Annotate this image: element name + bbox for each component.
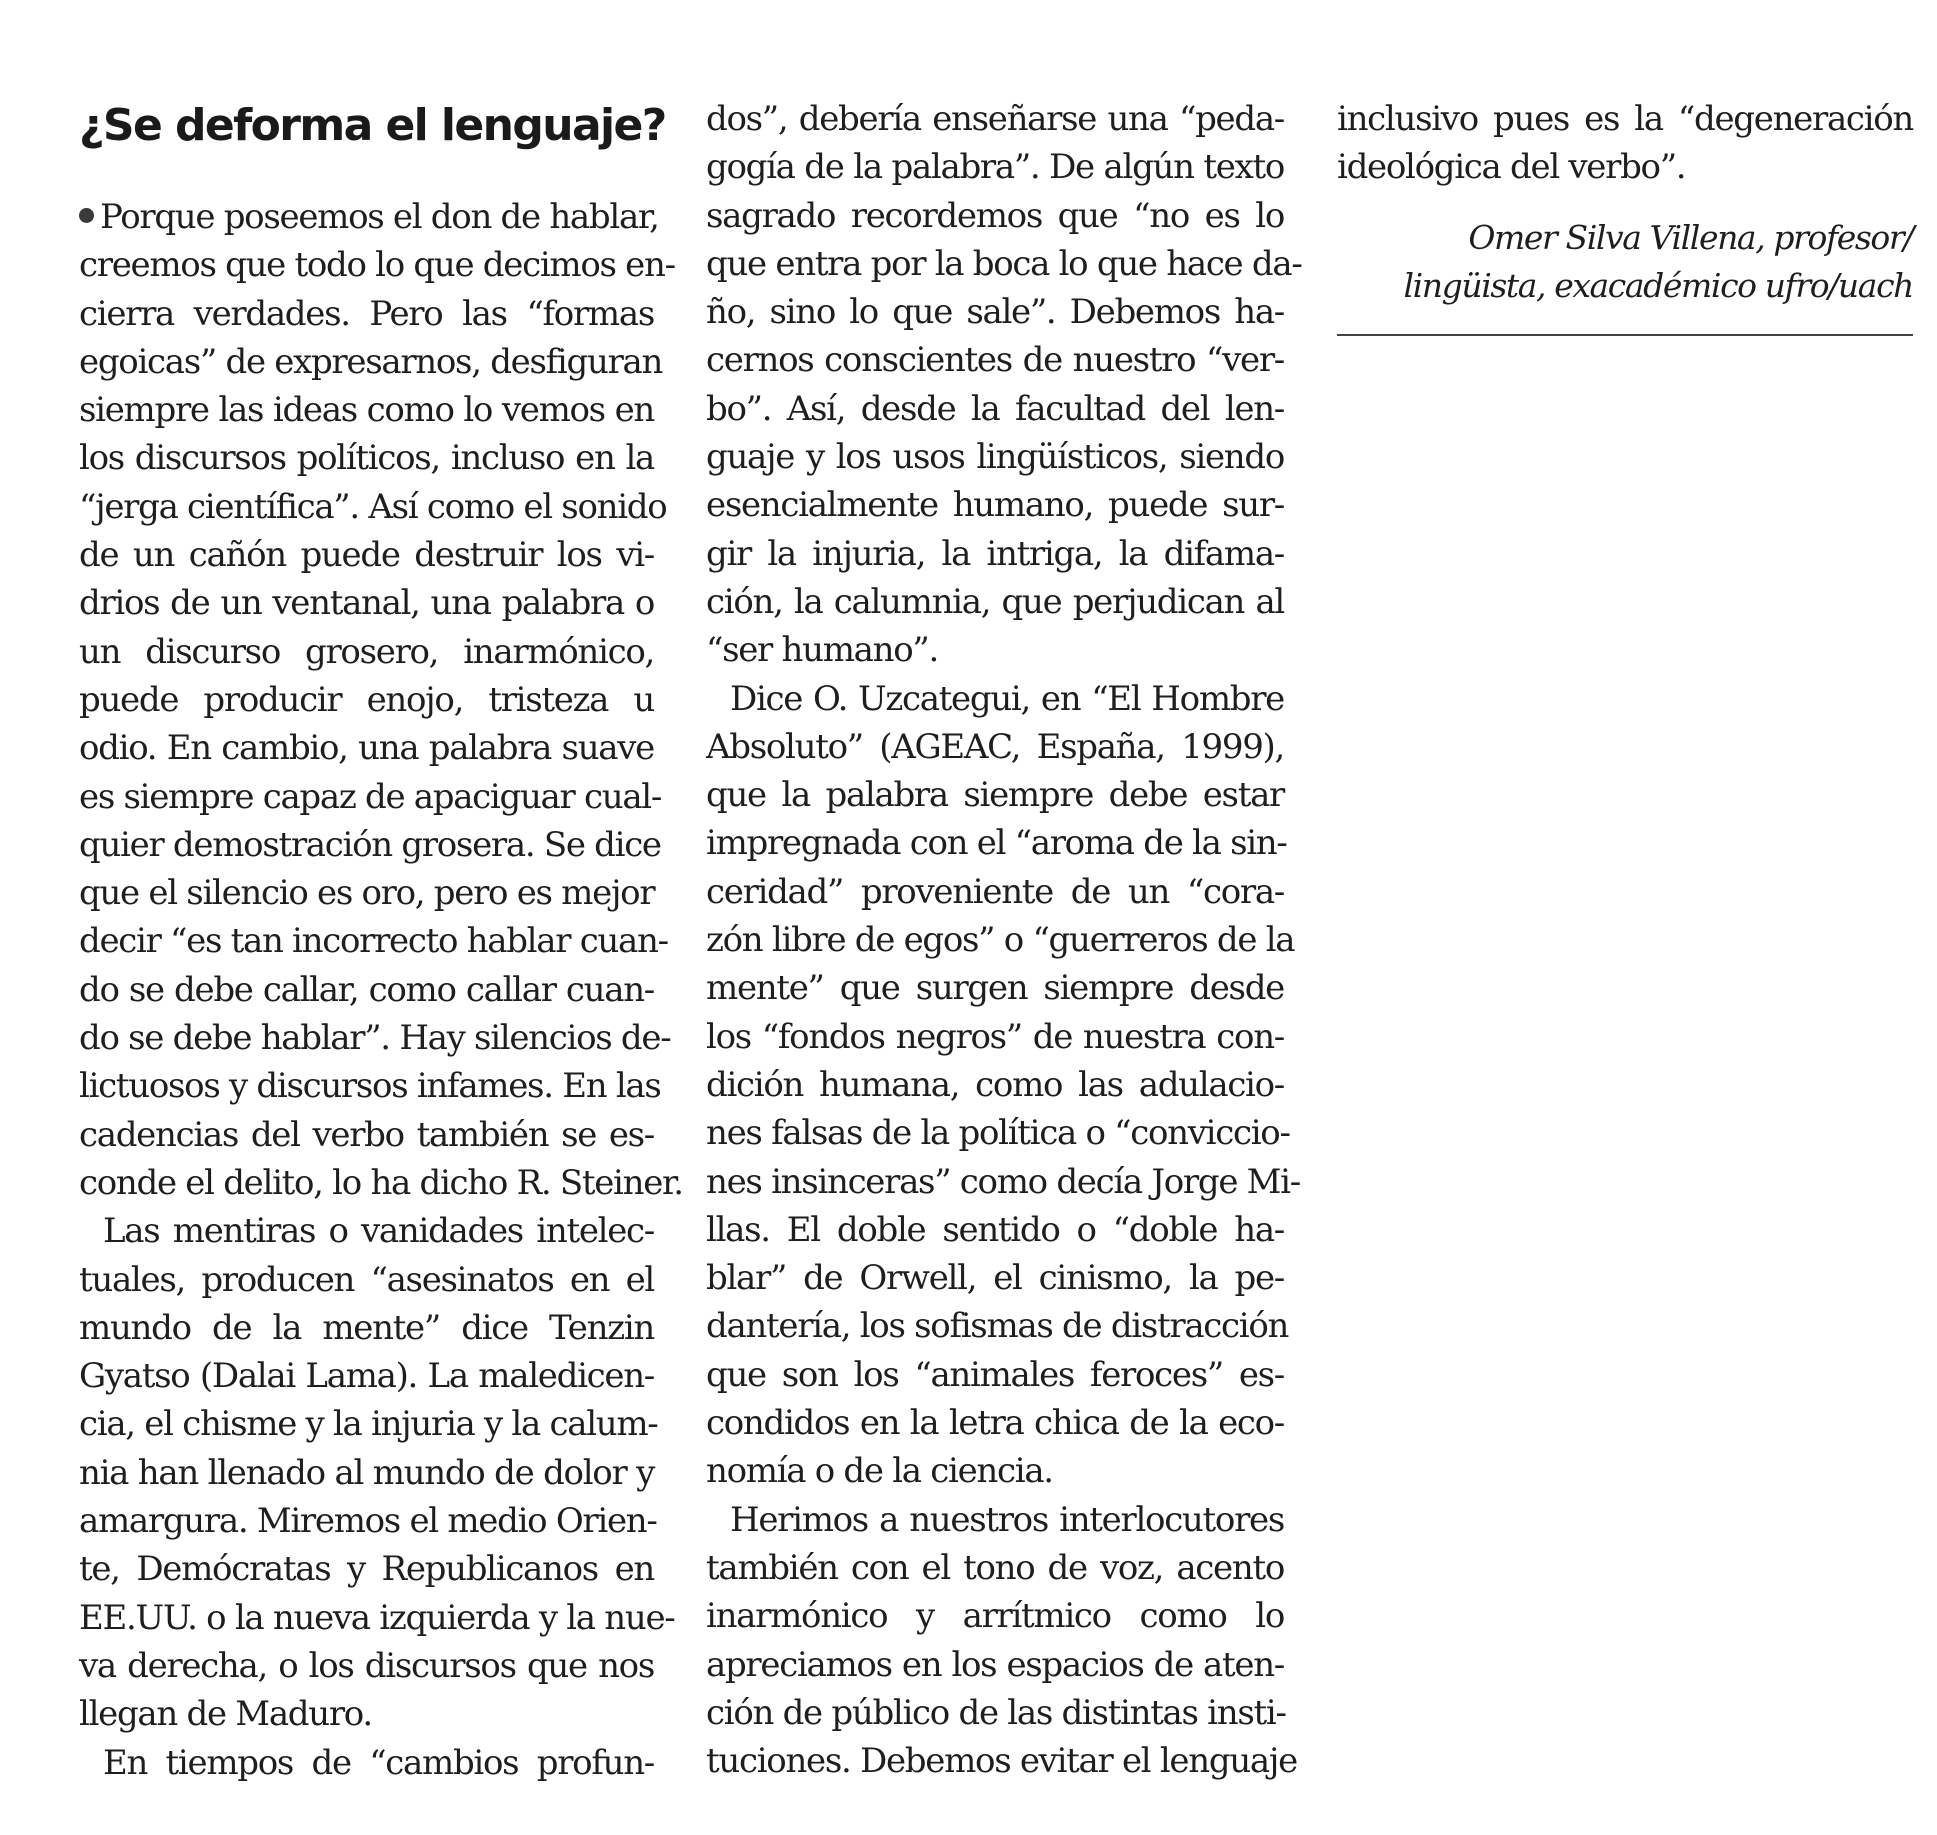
column-2-text (706, 95, 1302, 1785)
text-line: dantería, los sofismas de distracción (706, 1306, 1289, 1347)
text-line: guaje y los usos lingüísticos, siendo (706, 437, 1284, 478)
text-line: dos”, debería enseñarse una “peda- (706, 99, 1284, 139)
text-line: inclusivo pues es la “degeneración (1337, 99, 1913, 139)
column-3-text (1337, 95, 1913, 192)
text-line: llegan de Maduro. (79, 1694, 372, 1735)
text-line: los discursos políticos, incluso en la (79, 438, 654, 479)
text-line: impregnada con el “aroma de la sin- (706, 823, 1287, 864)
signature-line: lingüista, exacadémico ufro/uach (1403, 265, 1913, 305)
text-line: de un cañón puede destruir los vi- (79, 535, 654, 576)
text-line: drios de un ventanal, una palabra o (79, 583, 654, 624)
text-line: puede producir enojo, tristeza u (79, 679, 654, 720)
text-line: blar” de Orwell, el cinismo, la pe- (706, 1258, 1284, 1299)
text-line: Gyatso (Dalai Lama). La maledicen- (79, 1356, 654, 1397)
text-line: cierra verdades. Pero las “formas (79, 293, 654, 334)
text-line: amargura. Miremos el medio Orien- (79, 1501, 657, 1542)
article-column-2 (706, 95, 1302, 1785)
text-line: los “fondos negros” de nuestra con- (706, 1016, 1284, 1057)
text-line: sagrado recordemos que “no es lo (706, 195, 1284, 236)
text-line: nia han llenado al mundo de dolor y (79, 1452, 654, 1493)
headline: ¿Se deforma el lenguaje? (79, 100, 666, 151)
text-line: Herimos a nuestros interlocutores (730, 1499, 1284, 1540)
text-line: lictuosos y discursos infames. En las (79, 1066, 661, 1107)
text-line: decir “es tan incorrecto hablar cuan- (79, 921, 668, 962)
bullet-icon (79, 208, 94, 223)
text-line: que el silencio es oro, pero es mejor (79, 873, 655, 914)
divider (1337, 334, 1913, 336)
text-line: egoicas” de expresarnos, desfiguran (79, 341, 663, 382)
author-signature (1337, 214, 1913, 310)
text-line: bo”. Así, desde la facultad del len- (706, 388, 1284, 429)
text-line: EE.UU. o la nueva izquierda y la nue- (79, 1597, 675, 1638)
text-line: un discurso grosero, inarmónico, (79, 631, 654, 672)
text-line: do se debe hablar”. Hay silencios de- (79, 1018, 671, 1059)
text-line: nes insinceras” como decía Jorge Mi- (706, 1161, 1300, 1202)
text-line: ceridad” proveniente de un “cora- (706, 871, 1284, 912)
text-line: cadencias del verbo también se es- (79, 1114, 654, 1155)
text-line: es siempre capaz de apaciguar cual- (79, 776, 662, 817)
text-line: siempre las ideas como lo vemos en (79, 390, 654, 431)
text-line: nomía o de la ciencia. (706, 1451, 1053, 1492)
text-line: quier demostración grosera. Se dice (79, 824, 661, 865)
text-line: ño, sino lo que sale”. Debemos ha- (706, 292, 1284, 333)
text-line: mente” que surgen siempre desde (706, 968, 1284, 1009)
text-line: “ser humano”. (706, 630, 938, 671)
article-column-1 (79, 95, 683, 1787)
text-line: conde el delito, lo ha dicho R. Steiner. (79, 1162, 683, 1203)
text-line: nes falsas de la política o “conviccio- (706, 1113, 1290, 1154)
text-line: gir la injuria, la intriga, la difama- (706, 533, 1284, 574)
text-line: zón libre de egos” o “guerreros de la (706, 920, 1295, 961)
text-line: Las mentiras o vanidades intelec- (103, 1211, 654, 1252)
text-line: dición humana, como las adulacio- (706, 1064, 1284, 1105)
text-line: En tiempos de “cambios profun- (103, 1742, 654, 1783)
text-line: tuciones. Debemos evitar el lenguaje (706, 1741, 1297, 1782)
signature-line: Omer Silva Villena, profesor/ (1468, 217, 1913, 257)
text-line: mundo de la mente” dice Tenzin (79, 1307, 654, 1348)
text-line: que la palabra siempre debe estar (706, 775, 1284, 816)
text-line: cernos conscientes de nuestro “ver- (706, 340, 1284, 381)
text-line: esencialmente humano, puede sur- (706, 485, 1284, 526)
text-line: do se debe callar, como callar cuan- (79, 969, 654, 1010)
text-line: también con el tono de voz, acento (706, 1547, 1284, 1588)
text-line: odio. En cambio, una palabra suave (79, 728, 654, 769)
column-1-text (79, 193, 683, 1787)
text-line: condidos en la letra chica de la eco- (706, 1403, 1284, 1444)
text-line: apreciamos en los espacios de aten- (706, 1644, 1284, 1685)
text-line: cia, el chisme y la injuria y la calum- (79, 1404, 658, 1445)
text-line: Porque poseemos el don de hablar, (79, 193, 654, 241)
text-line: ideológica del verbo”. (1337, 147, 1686, 188)
text-line: Absoluto” (AGEAC, España, 1999), (706, 726, 1284, 767)
text-line: tuales, producen “asesinatos en el (79, 1259, 654, 1300)
text-line: creemos que todo lo que decimos en- (79, 245, 675, 286)
text-line: ción de público de las distintas insti- (706, 1692, 1286, 1733)
text-line: va derecha, o los discursos que nos (79, 1645, 654, 1686)
text-line: llas. El doble sentido o “doble ha- (706, 1209, 1284, 1250)
text-line: gogía de la palabra”. De algún texto (706, 147, 1284, 188)
text-line: que son los “animales feroces” es- (706, 1354, 1284, 1395)
text-line: ción, la calumnia, que perjudican al (706, 581, 1284, 622)
text-line: que entra por la boca lo que hace da- (706, 243, 1302, 284)
text-line: Dice O. Uzcategui, en “El Hombre (730, 678, 1284, 719)
text-line: “jerga científica”. Así como el sonido (79, 486, 667, 527)
article-column-3 (1337, 95, 1913, 336)
text-line: te, Demócratas y Republicanos en (79, 1549, 654, 1590)
text-line: inarmónico y arrítmico como lo (706, 1596, 1284, 1637)
